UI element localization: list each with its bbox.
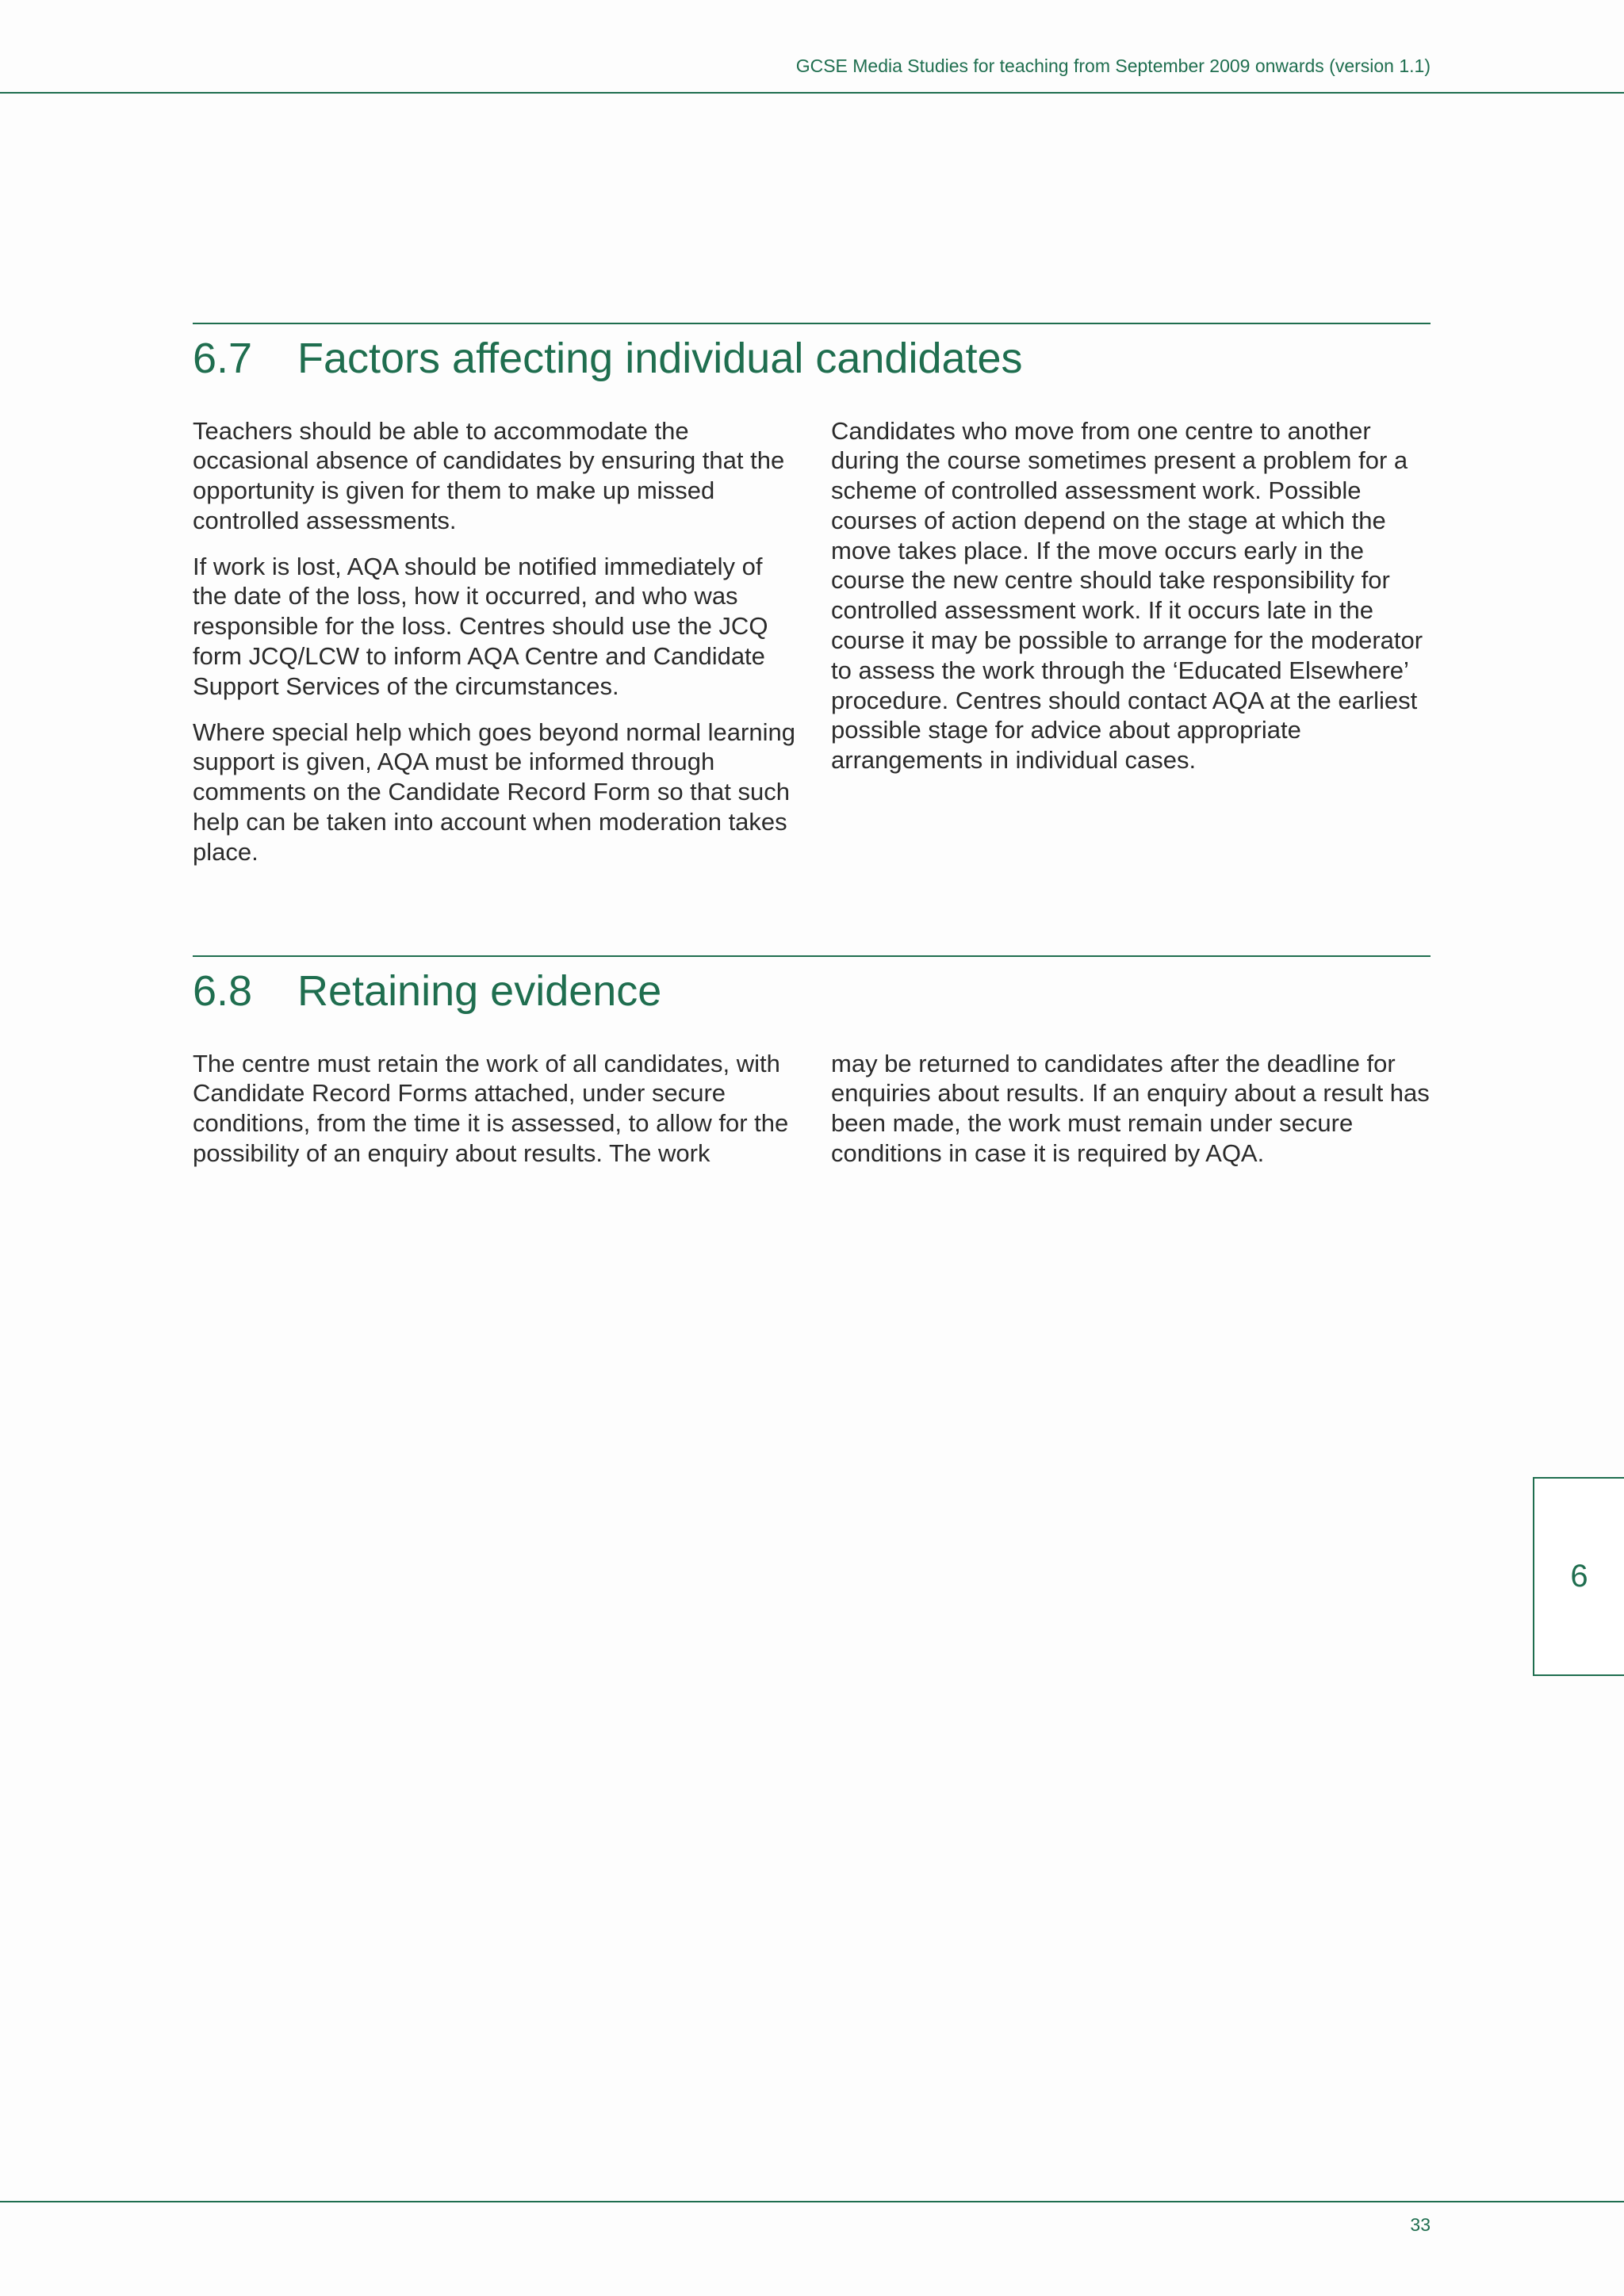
- section-6-7: [193, 323, 1431, 866]
- running-header: GCSE Media Studies for teaching from September 2009 onwards (version 1.1): [795, 55, 1431, 76]
- header-divider: [0, 92, 1624, 94]
- paragraph: Teachers should be able to accommodate the occasional absence of candidates by ensuring that the opportunity is given for them to make up missed controlled assessments.: [193, 416, 785, 534]
- section-divider: [193, 323, 1431, 324]
- paragraph: may be returned to candidates after the deadline for enquiries about results. If an enquiry about a result has been made, the work must remain under secure conditions in case it is required by AQA.: [831, 1049, 1430, 1167]
- paragraph: The centre must retain the work of all candidates, with Candidate Record Forms attached, under secure conditions, from the time it is assessed, to allow for the possibility of an enquiry about results. The work: [193, 1049, 789, 1167]
- section-title: Factors affecting individual candidates: [297, 335, 1023, 382]
- left-column: [193, 1049, 795, 1184]
- section-divider: [193, 955, 1431, 957]
- section-6-8: [193, 955, 1431, 1167]
- section-number: 6.7: [193, 335, 253, 382]
- section-number: 6.8: [193, 967, 253, 1015]
- section-heading: [193, 332, 1431, 386]
- page-number: 33: [1410, 2214, 1431, 2235]
- chapter-tab: [1533, 1477, 1624, 1676]
- left-column: [193, 416, 795, 883]
- paragraph: If work is lost, AQA should be notified immediately of the date of the loss, how it occurred, and who was responsible for the loss. Centres should use the JCQ form JCQ/LCW to inform AQA Centre and Candidate Support Services of the circumstances.: [193, 552, 768, 700]
- right-column: [831, 1049, 1431, 1184]
- paragraph: Candidates who move from one centre to another during the course sometimes present a problem for a scheme of controlled assessment work. Possible courses of action depend on the stage at which the move takes place. If the move occurs early in the course the new centre should take responsibility for controlled assessment work. If it occurs late in the course it may be possible to arrange for the moderator to assess the work through the ‘Educated Elsewhere’ procedure. Centres should contact AQA at the earliest possible stage for advice about appropriate arrangements in individual cases.: [831, 416, 1423, 775]
- paragraph: Where special help which goes beyond normal learning support is given, AQA must be informed through comments on the Candidate Record Form so that such help can be taken into account when moderation takes place.: [193, 718, 795, 866]
- chapter-tab-label: 6: [1570, 1559, 1588, 1594]
- section-heading: [193, 965, 1431, 1019]
- section-title: Retaining evidence: [297, 967, 662, 1015]
- right-column: [831, 416, 1431, 792]
- footer-divider: [0, 2201, 1624, 2202]
